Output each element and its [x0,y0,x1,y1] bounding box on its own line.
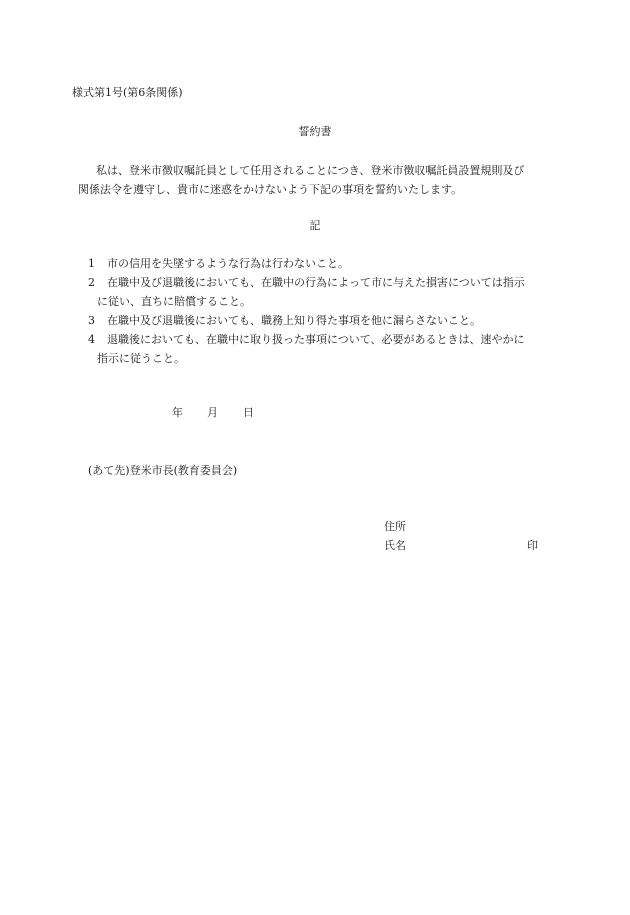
list-item-number: 4 [88,333,95,346]
address-label: 住所 [384,520,406,533]
ki-heading: 記 [309,219,321,232]
list-item-text: 市の信用を失墜するような行為は行わないこと。 [107,257,349,270]
date-day-label: 日 [243,406,254,419]
form-number: 様式第1号(第6条関係) [72,86,183,99]
addressee: (あて先)登米市長(教育委員会) [88,464,238,477]
list-item-number: 2 [88,276,95,289]
list-item-continuation: 指示に従うこと。 [97,352,185,365]
seal-label: 印 [527,539,538,552]
list-item-text: 在職中及び退職後においても、在職中の行為によって市に与えた損害については指示 [107,276,525,289]
list-item-text: 退職後においても、在職中に取り扱った事項について、必要があるときは、速やかに [107,333,525,346]
intro-line-1: 私は、登米市徴収嘱託員として任用されることにつき、登米市徴収嘱託員設置規則及び [96,164,525,177]
document-title: 誓約書 [298,125,332,138]
list-item-number: 1 [88,257,95,270]
intro-line-2: 関係法令を遵守し、貴市に迷惑をかけないよう下記の事項を誓約いたします。 [78,183,463,196]
name-label: 氏名 [384,539,406,552]
list-item-number: 3 [88,314,95,327]
list-item-continuation: に従い、直ちに賠償すること。 [97,295,251,308]
list-item-text: 在職中及び退職後においても、職務上知り得た事項を他に漏らさないこと。 [107,314,481,327]
date-month-label: 月 [207,406,218,419]
date-year-label: 年 [172,406,183,419]
